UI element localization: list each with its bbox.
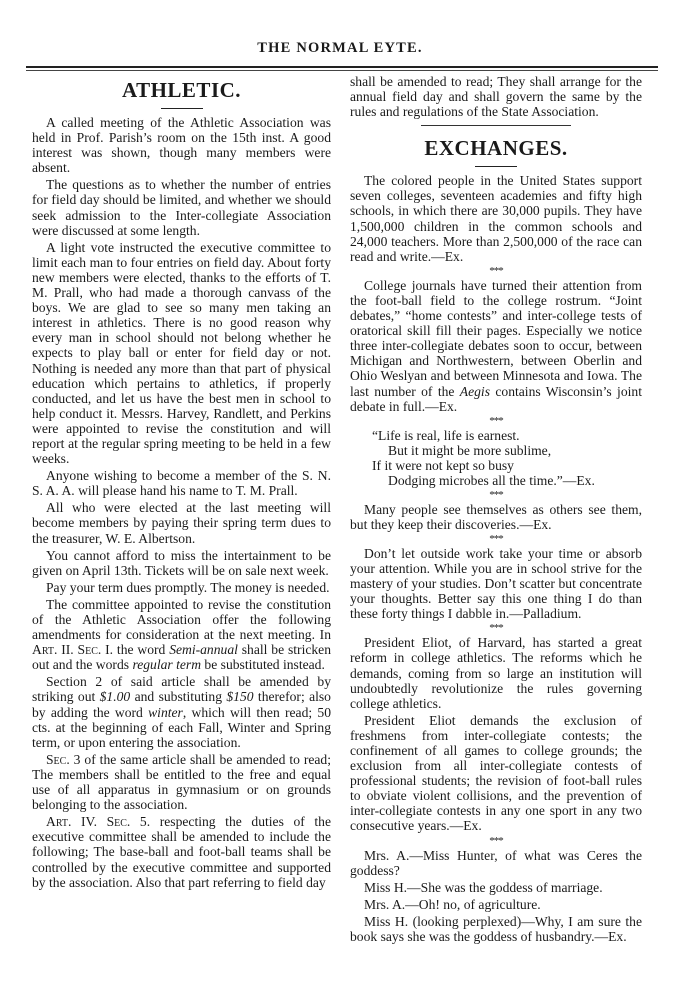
amendment-paragraph: [32, 597, 331, 672]
text: shall be stricken out and the words: [32, 642, 332, 673]
exchange-item: Many people see themselves as others see them, but they keep their discoveries.—Ex.: [350, 501, 642, 532]
italic-term: winter: [148, 704, 183, 720]
exchange-item: [350, 278, 642, 414]
italic-title: Aegis: [459, 383, 490, 399]
text: and substituting: [130, 689, 227, 705]
continuation-paragraph: shall be amended to read; They shall arrange for the annual field day and shall govern the same by the rules and regulations of the State Association.: [350, 74, 642, 120]
section-ref: Sec.: [46, 751, 70, 767]
section-divider: [421, 125, 571, 126]
athletic-column: [32, 74, 331, 890]
asterism-separator: ***: [489, 488, 503, 501]
text: Section 2 of said article shall be amended by striking out: [32, 674, 331, 705]
heading-rule: [161, 108, 203, 109]
paragraph: All who were elected at the last meeting will become members by paying their spring term dues to the treasurer, W. E. Albertson.: [32, 500, 331, 546]
dialog-line: Miss H. (looking perplexed)—Why, I am sure the book says she was the goddess of husbandry.—Ex.: [350, 913, 642, 945]
dialog-line: Mrs. A.—Miss Hunter, of what was Ceres the goddess?: [350, 847, 642, 878]
exchange-item: President Eliot demands the exclusion of freshmens from inter-collegiate contests; the confinement of all games to college grounds; the exclusion from all inter-collegiate contests of professional students; the revision of foot-ball rules to obviate violent collisions, and the prevention of inter-collegiate contests in any one sport in any two consecutive years.—Ex.: [350, 712, 642, 834]
poem-line: But it might be more sublime,: [388, 442, 552, 458]
exchange-item: The colored people in the United States support seven colleges, seventeen academies and fifty high schools, in which there are 30,000 pupils. They have 1,500,000 children in the common schools and 24,000 teachers. More than 2,500,000 of the race can read and write.—Ex.: [350, 173, 642, 264]
text: , which will then read; 50 cts. at the beginning of each Fall, Winter and Spring term, or upon entering the association.: [32, 704, 331, 750]
italic-term: Semi-annual: [169, 642, 238, 658]
asterism-separator: ***: [489, 264, 503, 277]
poem-line: If it were not kept so busy: [372, 457, 514, 473]
exchange-item: Don’t let outside work take your time or absorb your attention. While you are in school strive for the mastery of your studies. Don’t scatter but concentrate your thoughts. Better say this one thing I do than these forty things I dabble in.—Palladium.: [350, 545, 642, 622]
text: therefor; also by adding the word: [32, 689, 331, 720]
text: be substituted instead.: [201, 657, 325, 673]
asterism-separator: ***: [489, 414, 503, 427]
text: 3 of the same article shall be amended to read; The members shall be entitled to the free and equal use of all apparatus in gymnasium or on grounds belonging to the association.: [32, 751, 331, 813]
text: College journals have turned their attention from the foot-ball field to the college rostrum. “Joint debates,” “home contests” and inter-college tests of oratorical skill fill their pages. Especially we notice three inter-collegiate debates soon to occur, between Michigan and Northwestern, between Oberlin and Ohio Weslyan and between Minnesota and Iowa. The last number of the: [350, 277, 642, 399]
dialog: [350, 848, 642, 945]
italic-amount: $1.00: [99, 689, 131, 705]
header-rule-thin: [26, 70, 658, 71]
athletic-heading: ATHLETIC.: [121, 78, 242, 102]
asterism-separator: ***: [489, 834, 503, 847]
exchanges-heading: EXCHANGES.: [424, 136, 568, 161]
italic-term: regular term: [132, 657, 202, 673]
poem-line: “Life is real, life is earnest.: [372, 427, 520, 443]
header-rule: [26, 66, 658, 68]
masthead-title: THE NORMAL EYTE.: [257, 40, 423, 56]
exchange-item: President Eliot, of Harvard, has started a great reform in college athletics. The reforms which he demands, coming from so large an institution will undoubtedly revolutionize the rules governing college athletics.: [350, 635, 642, 711]
paragraph: A called meeting of the Athletic Association was held in Prof. Parish’s room on the 15th inst. A good interest was shown, though many members were absent.: [32, 115, 331, 176]
paragraph: A light vote instructed the executive committee to limit each man to four entries on field day. About forty new members were elected, thanks to the efforts of T. M. Prall, who had made a thorough canvass of the boys. We are glad to see so many men taking an interest in athletics. There is no good reason why every man in school should not belong whether he expects to play ball or enter for field day or not. Nothing is needed any more than that part of physical education which pertains to athletics, if properly conducted, and let us have the best men in school to help conduct it. Messrs. Harvey, Randlett, and Perkins were appointed to revise the constitution and will report at the regular spring meeting to be held in a few weeks.: [32, 239, 331, 467]
paragraph: Pay your term dues promptly. The money is needed.: [46, 579, 330, 595]
amendment-paragraph: [32, 814, 331, 889]
italic-amount: $150: [226, 689, 254, 705]
article-ref: Art. II. Sec. I.: [32, 642, 114, 658]
asterism-separator: ***: [489, 532, 503, 545]
paragraph: Anyone wishing to become a member of the S. N. S. A. A. will please hand his name to T. M. Prall.: [32, 468, 331, 499]
text: contains Wisconsin’s joint debate in full.—Ex.: [350, 383, 642, 414]
dialog-line: Mrs. A.—Oh! no, of agriculture.: [364, 896, 541, 912]
paragraph: You cannot afford to miss the intertainment to be given on April 13th. Tickets will be on sale next week.: [32, 547, 331, 578]
exchanges-column: [350, 74, 642, 944]
article-ref: Art. IV. Sec. 5.: [46, 814, 151, 830]
poem: [372, 428, 642, 488]
amendment-paragraph: [32, 674, 331, 749]
heading-rule: [475, 166, 517, 167]
text: The committee appointed to revise the constitution of the Athletic Association offer the following amendments for consideration at the next meeting. In: [32, 596, 331, 643]
amendment-paragraph: [32, 752, 331, 812]
text: the word: [113, 642, 170, 658]
paragraph: The questions as to whether the number of entries for field day should be limited, and whether we should seek admission to the Inter-collegiate Association were discussed at some length.: [32, 177, 331, 238]
text: respecting the duties of the executive committee shall be amended to include the following; The base-ball and foot-ball teams shall be controlled by the executive committee and supported by the association. Also that part referring to field day: [32, 814, 331, 890]
asterism-separator: ***: [489, 622, 503, 635]
dialog-line: Miss H.—She was the goddess of marriage.: [364, 879, 603, 895]
poem-line: Dodging microbes all the time.”—Ex.: [388, 472, 595, 488]
